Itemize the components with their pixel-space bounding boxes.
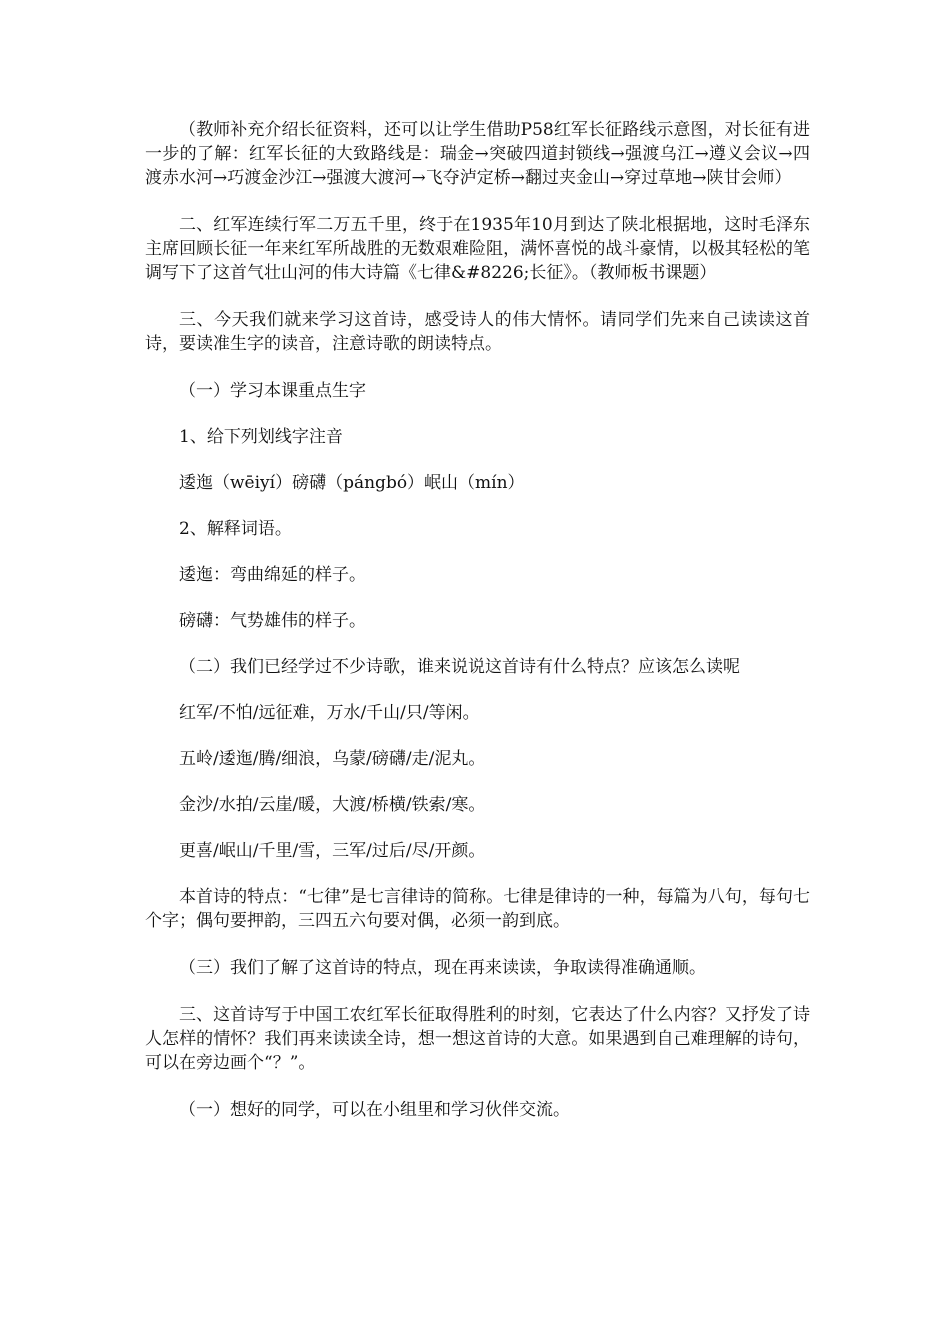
poem-line-2: 五岭/逶迤/腾/细浪，乌蒙/磅礴/走/泥丸。 — [179, 749, 486, 769]
paragraph-part-three: 三、今天我们就来学习这首诗，感受诗人的伟大情怀。请同学们先来自己读读这首诗，要读准生字的读音，注意诗歌的朗读特点。 — [145, 310, 810, 354]
poem-line-1: 红军/不怕/远征难，万水/千山/只/等闲。 — [179, 703, 480, 723]
paragraph-pinyin-task: 1、给下列划线字注音 — [179, 427, 343, 447]
paragraph-section-two-heading: （二）我们已经学过不少诗歌，谁来说说这首诗有什么特点？应该怎么读呢 — [179, 657, 740, 677]
paragraph-definition-pangbo: 磅礴：气势雄伟的样子。 — [179, 611, 366, 631]
poem-line-4: 更喜/岷山/千里/雪，三军/过后/尽/开颜。 — [179, 841, 486, 861]
paragraph-part-three-meaning: 三、这首诗写于中国工农红军长征取得胜利的时刻，它表达了什么内容？又抒发了诗人怎样的情怀？我们再来读读全诗，想一想这首诗的大意。如果遇到自己难理解的诗句，可以在旁边画个“？”。 — [145, 1005, 810, 1073]
paragraph-pinyin-list: 逶迤（wēiyí）磅礴（pángbó）岷山（mín） — [179, 473, 525, 493]
document-body — [145, 118, 810, 1145]
poem-line-3: 金沙/水拍/云崖/暖，大渡/桥横/铁索/寒。 — [179, 795, 486, 815]
paragraph-route-note: （教师补充介绍长征资料，还可以让学生借助P58红军长征路线示意图，对长征有进一步的了解：红军长征的大致路线是：瑞金→突破四道封锁线→强渡乌江→遵义会议→四渡赤水河→巧渡金沙江→强渡大渡河→飞夺泸定桥→翻过夹金山→穿过草地→陕甘会师） — [145, 120, 810, 188]
paragraph-explain-task: 2、解释词语。 — [179, 519, 292, 539]
paragraph-part-two: 二、红军连续行军二万五千里，终于在1935年10月到达了陕北根据地，这时毛泽东主席回顾长征一年来红军所战胜的无数艰难险阻，满怀喜悦的战斗豪情，以极其轻松的笔调写下了这首气壮山河的伟大诗篇《七律&#8226;长征》。（教师板书课题） — [145, 215, 810, 283]
paragraph-group-discussion: （一）想好的同学，可以在小组里和学习伙伴交流。 — [179, 1100, 570, 1120]
paragraph-section-three-heading: （三）我们了解了这首诗的特点，现在再来读读，争取读得准确通顺。 — [179, 958, 706, 978]
paragraph-section-one-heading: （一）学习本课重点生字 — [179, 381, 366, 401]
paragraph-poem-features: 本首诗的特点：“七律”是七言律诗的简称。七律是律诗的一种，每篇为八句，每句七个字；偶句要押韵，三四五六句要对偶，必须一韵到底。 — [145, 887, 810, 931]
paragraph-definition-weiyi: 逶迤：弯曲绵延的样子。 — [179, 565, 366, 585]
